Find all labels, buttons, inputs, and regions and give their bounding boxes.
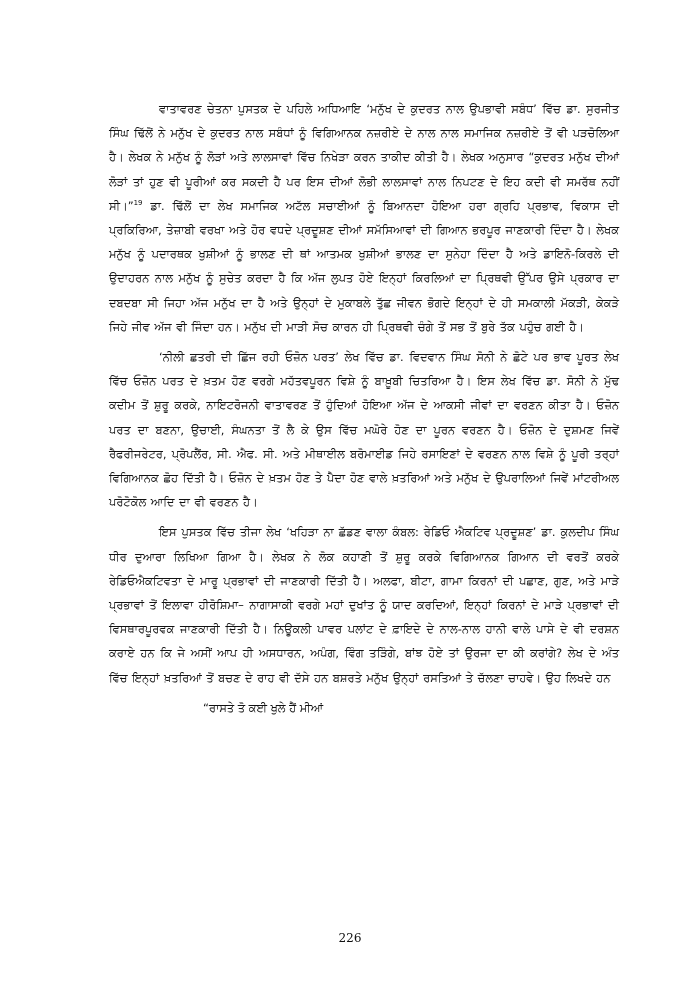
paragraph-1-continuation: ਡਾ. ਢਿੱਲੋਂ ਦਾ ਲੇਖ ਸਮਾਜਿਕ ਅਟੱਲ ਸਚਾਈਆਂ ਨੂੰ ਬਿਆਨਦਾ ਹੋਇਆ ਹਰਾ ਗ੍ਰਹਿ ਪ੍ਰਭਾਵ, ਵਿਕਾਸ ਦੀ ਪ੍ਰਕਿਰਿਆ, ਤੇਜ਼ਾਬੀ ਵਰਖਾ ਅਤੇ ਹੋਰ ਵਧਦੇ ਪ੍ਰਦੂਸ਼ਣ ਦੀਆਂ ਸਮੱਸਿਆਵਾਂ ਦੀ ਗਿਆਨ ਭਰਪੂਰ ਜਾਣਕਾਰੀ ਦਿੰਦਾ ਹੈ। ਲੇਖਕ ਮਨੁੱਖ ਨੂੰ ਪਦਾਰਥਕ ਖੁਸ਼ੀਆਂ ਨੂੰ ਭਾਲਣ ਦੀ ਥਾਂ ਆਤਮਕ ਖੁਸ਼ੀਆਂ ਭਾਲਣ ਦਾ ਸੁਨੇਹਾ ਦਿੰਦਾ ਹੈ ਅਤੇ ਡਾਇਨੋ-ਕਿਰਲੇ ਦੀ ਉਦਾਹਰਨ ਨਾਲ ਮਨੁੱਖ ਨੂੰ ਸੁਚੇਤ ਕਰਦਾ ਹੈ ਕਿ ਅੱਜ ਲੁਪਤ ਹੋਏ ਇਨ੍ਹਾਂ ਕਿਰਲਿਆਂ ਦਾ ਪ੍ਰਿਥਵੀ ਉੱਪਰ ਉਸੇ ਪ੍ਰਕਾਰ ਦਾ ਦਬਦਬਾ ਸੀ ਜਿਹਾ ਅੱਜ ਮਨੁੱਖ ਦਾ ਹੈ ਅਤੇ ਉਨ੍ਹਾਂ ਦੇ ਮੁਕਾਬਲੇ ਤੁੱਛ ਜੀਵਨ ਭੋਗਦੇ ਇਨ੍ਹਾਂ ਦੇ ਹੀ ਸਮਕਾਲੀ ਮੱਕੜੀ, ਕੇਕੜੇ ਜਿਹੇ ਜੀਵ ਅੱਜ ਵੀ ਜਿੰਦਾ ਹਨ। ਮਨੁੱਖ ਦੀ ਮਾੜੀ ਸੋਚ ਕਾਰਨ ਹੀ ਪ੍ਰਿਥਵੀ ਚੰਗੇ ਤੋਂ ਸਭ ਤੋਂ ਬੁਰੇ ਤੱਕ ਪਹੁੰਚ ਗਈ ਹੈ। (109, 198, 619, 334)
page-number: 226 (338, 931, 362, 945)
quotation-line: “ਰਾਸਤੇ ਤੋ ਕਈ ਖੁਲੇ ਹੈਂ ਮੀਆਂ (203, 700, 324, 715)
body-text (109, 97, 619, 720)
paragraph-3: ਇਸ ਪੁਸਤਕ ਵਿੱਚ ਤੀਜਾ ਲੇਖ ‘ਖਹਿੜਾ ਨਾ ਛੱਡਣ ਵਾਲਾ ਕੰਬਲ: ਰੇਡਿਓ ਐਕਟਿਵ ਪ੍ਰਦੂਸ਼ਣ’ ਡਾ. ਕੁਲਦੀਪ ਸਿੰਘ ਧੀਰ ਦੁਆਰਾ ਲਿਖਿਆ ਗਿਆ ਹੈ। ਲੇਖਕ ਨੇ ਲੋਕ ਕਹਾਣੀ ਤੋਂ ਸ਼ੁਰੂ ਕਰਕੇ ਵਿਗਿਆਨਕ ਗਿਆਨ ਦੀ ਵਰਤੋਂ ਕਰਕੇ ਰੇਡਿਓਐਕਟਿਵਤਾ ਦੇ ਮਾਰੂ ਪ੍ਰਭਾਵਾਂ ਦੀ ਜਾਣਕਾਰੀ ਦਿੱਤੀ ਹੈ। ਅਲਫਾ, ਬੀਟਾ, ਗਾਮਾ ਕਿਰਨਾਂ ਦੀ ਪਛਾਣ, ਗੁਣ, ਅਤੇ ਮਾੜੇ ਪ੍ਰਭਾਵਾਂ ਤੋਂ ਇਲਾਵਾ ਹੀਰੋਸ਼ਿਮਾ– ਨਾਗਾਸਾਕੀ ਵਰਗੇ ਮਹਾਂ ਦੁਖਾਂਤ ਨੂੰ ਯਾਦ ਕਰਦਿਆਂ, ਇਨ੍ਹਾਂ ਕਿਰਨਾਂ ਦੇ ਮਾੜੇ ਪ੍ਰਭਾਵਾਂ ਦੀ ਵਿਸਥਾਰਪੂਰਵਕ ਜਾਣਕਾਰੀ ਦਿੱਤੀ ਹੈ। ਨਿਊਕਲੀ ਪਾਵਰ ਪਲਾਂਟ ਦੇ ਫ਼ਾਇਦੇ ਦੇ ਨਾਲ-ਨਾਲ ਹਾਨੀ ਵਾਲੇ ਪਾਸੇ ਦੇ ਵੀ ਦਰਸ਼ਨ ਕਰਾਏ ਹਨ ਕਿ ਜੇ ਅਸੀਂ ਆਪ ਹੀ ਅਸਧਾਰਨ, ਅਪੰਗ, ਵਿੰਗ ਤੜਿੰਗੇ, ਬਾਂਝ ਹੋਏ ਤਾਂ ਉਰਜਾ ਦਾ ਕੀ ਕਰਾਂਗੇ? ਲੇਖ ਦੇ ਅੰਤ ਵਿੱਚ ਇਨ੍ਹਾਂ ਖ਼ਤਰਿਆਂ ਤੋਂ ਬਚਣ ਦੇ ਰਾਹ ਵੀ ਦੱਸੇ ਹਨ ਬਸ਼ਰਤੇ ਮਨੁੱਖ ਉਨ੍ਹਾਂ ਰਸਤਿਆਂ ਤੇ ਚੱਲਣਾ ਚਾਹਵੇ। ਉਹ ਲਿਖਦੇ ਹਨ (109, 525, 619, 685)
footnote-reference: 19 (133, 199, 143, 208)
paragraph-1-text: ਵਾਤਾਵਰਣ ਚੇਤਨਾ ਪੁਸਤਕ ਦੇ ਪਹਿਲੇ ਅਧਿਆਇ ‘ਮਨੁੱਖ ਦੇ ਕੁਦਰਤ ਨਾਲ ਉਪਭਾਵੀ ਸਬੰਧ’ ਵਿੱਚ ਡਾ. ਸੁਰਜੀਤ ਸਿੰਘ ਢਿੱਲੋਂ ਨੇ ਮਨੁੱਖ ਦੇ ਕੁਦਰਤ ਨਾਲ ਸਬੰਧਾਂ ਨੂੰ ਵਿਗਿਆਨਕ ਨਜ਼ਰੀਏ ਦੇ ਨਾਲ ਨਾਲ ਸਮਾਜਿਕ ਨਜ਼ਰੀਏ ਤੋਂ ਵੀ ਪੜਚੋਲਿਆ ਹੈ। ਲੇਖਕ ਨੇ ਮਨੁੱਖ ਨੂੰ ਲੋੜਾਂ ਅਤੇ ਲਾਲਸਾਵਾਂ ਵਿੱਚ ਨਿਖੇੜਾ ਕਰਨ ਤਾਕੀਦ ਕੀਤੀ ਹੈ। ਲੇਖਕ ਅਨੁਸਾਰ “ਕੁਦਰਤ ਮਨੁੱਖ ਦੀਆਂ ਲੋੜਾਂ ਤਾਂ ਹੁਣ ਵੀ ਪੂਰੀਆਂ ਕਰ ਸਕਦੀ ਹੈ ਪਰ ਇਸ ਦੀਆਂ ਲੋਭੀ ਲਾਲਸਾਵਾਂ ਨਾਲ ਨਿਪਟਣ ਦੇ ਇਹ ਕਦੀ ਵੀ ਸਮਰੱਥ ਨਹੀਂ ਸੀ।” (109, 102, 619, 213)
paragraph-2: ‘ਨੀਲੀ ਛਤਰੀ ਦੀ ਛਿੱਜ ਰਹੀ ਓਜ਼ੋਨ ਪਰਤ’ ਲੇਖ ਵਿੱਚ ਡਾ. ਵਿਦਵਾਨ ਸਿੰਘ ਸੋਨੀ ਨੇ ਛੋਟੇ ਪਰ ਭਾਵ ਪੂਰਤ ਲੇਖ ਵਿੱਚ ਓਜ਼ੋਨ ਪਰਤ ਦੇ ਖ਼ਤਮ ਹੋਣ ਵਰਗੇ ਮਹੱਤਵਪੂਰਨ ਵਿਸ਼ੇ ਨੂੰ ਬਾਖ਼ੂਬੀ ਚਿਤਰਿਆ ਹੈ। ਇਸ ਲੇਖ ਵਿੱਚ ਡਾ. ਸੋਨੀ ਨੇ ਮੁੱਢ ਕਦੀਮ ਤੋਂ ਸ਼ੁਰੂ ਕਰਕੇ, ਨਾਇਟਰੋਜਨੀ ਵਾਤਾਵਰਣ ਤੋਂ ਹੁੰਦਿਆਂ ਹੋਇਆ ਅੱਜ ਦੇ ਆਕਸੀ ਜੀਵਾਂ ਦਾ ਵਰਣਨ ਕੀਤਾ ਹੈ। ਓਜ਼ੋਨ ਪਰਤ ਦਾ ਬਣਨਾ, ਉਚਾਈ, ਸੰਘਨਤਾ ਤੋਂ ਲੈ ਕੇ ਉਸ ਵਿੱਚ ਮਘੋਰੇ ਹੋਣ ਦਾ ਪੂਰਨ ਵਰਣਨ ਹੈ। ਓਜ਼ੋਨ ਦੇ ਦੁਸ਼ਮਣ ਜਿਵੇਂ ਰੈਫਰੀਜਰੇਟਰ, ਪ੍ਰੋਪਲੈਂਰ, ਸੀ. ਐਫ. ਸੀ. ਅਤੇ ਮੀਥਾਈਲ ਬਰੋਮਾਈਡ ਜਿਹੇ ਰਸਾਇਣਾਂ ਦੇ ਵਰਣਨ ਨਾਲ ਵਿਸ਼ੇ ਨੂੰ ਪੂਰੀ ਤਰ੍ਹਾਂ ਵਿਗਿਆਨਕ ਛੋਹ ਦਿੱਤੀ ਹੈ। ਓਜ਼ੋਨ ਦੇ ਖ਼ਤਮ ਹੋਣ ਤੇ ਪੈਦਾ ਹੋਣ ਵਾਲੇ ਖ਼ਤਰਿਆਂ ਅਤੇ ਮਨੁੱਖ ਦੇ ਉਪਰਾਲਿਆਂ ਜਿਵੇਂ ਮਾਂਟਰੀਅਲ ਪਰੋਟੋਕੋਲ ਆਦਿ ਦਾ ਵੀ ਵਰਣਨ ਹੈ। (109, 350, 619, 510)
paragraph-1 (109, 97, 619, 339)
